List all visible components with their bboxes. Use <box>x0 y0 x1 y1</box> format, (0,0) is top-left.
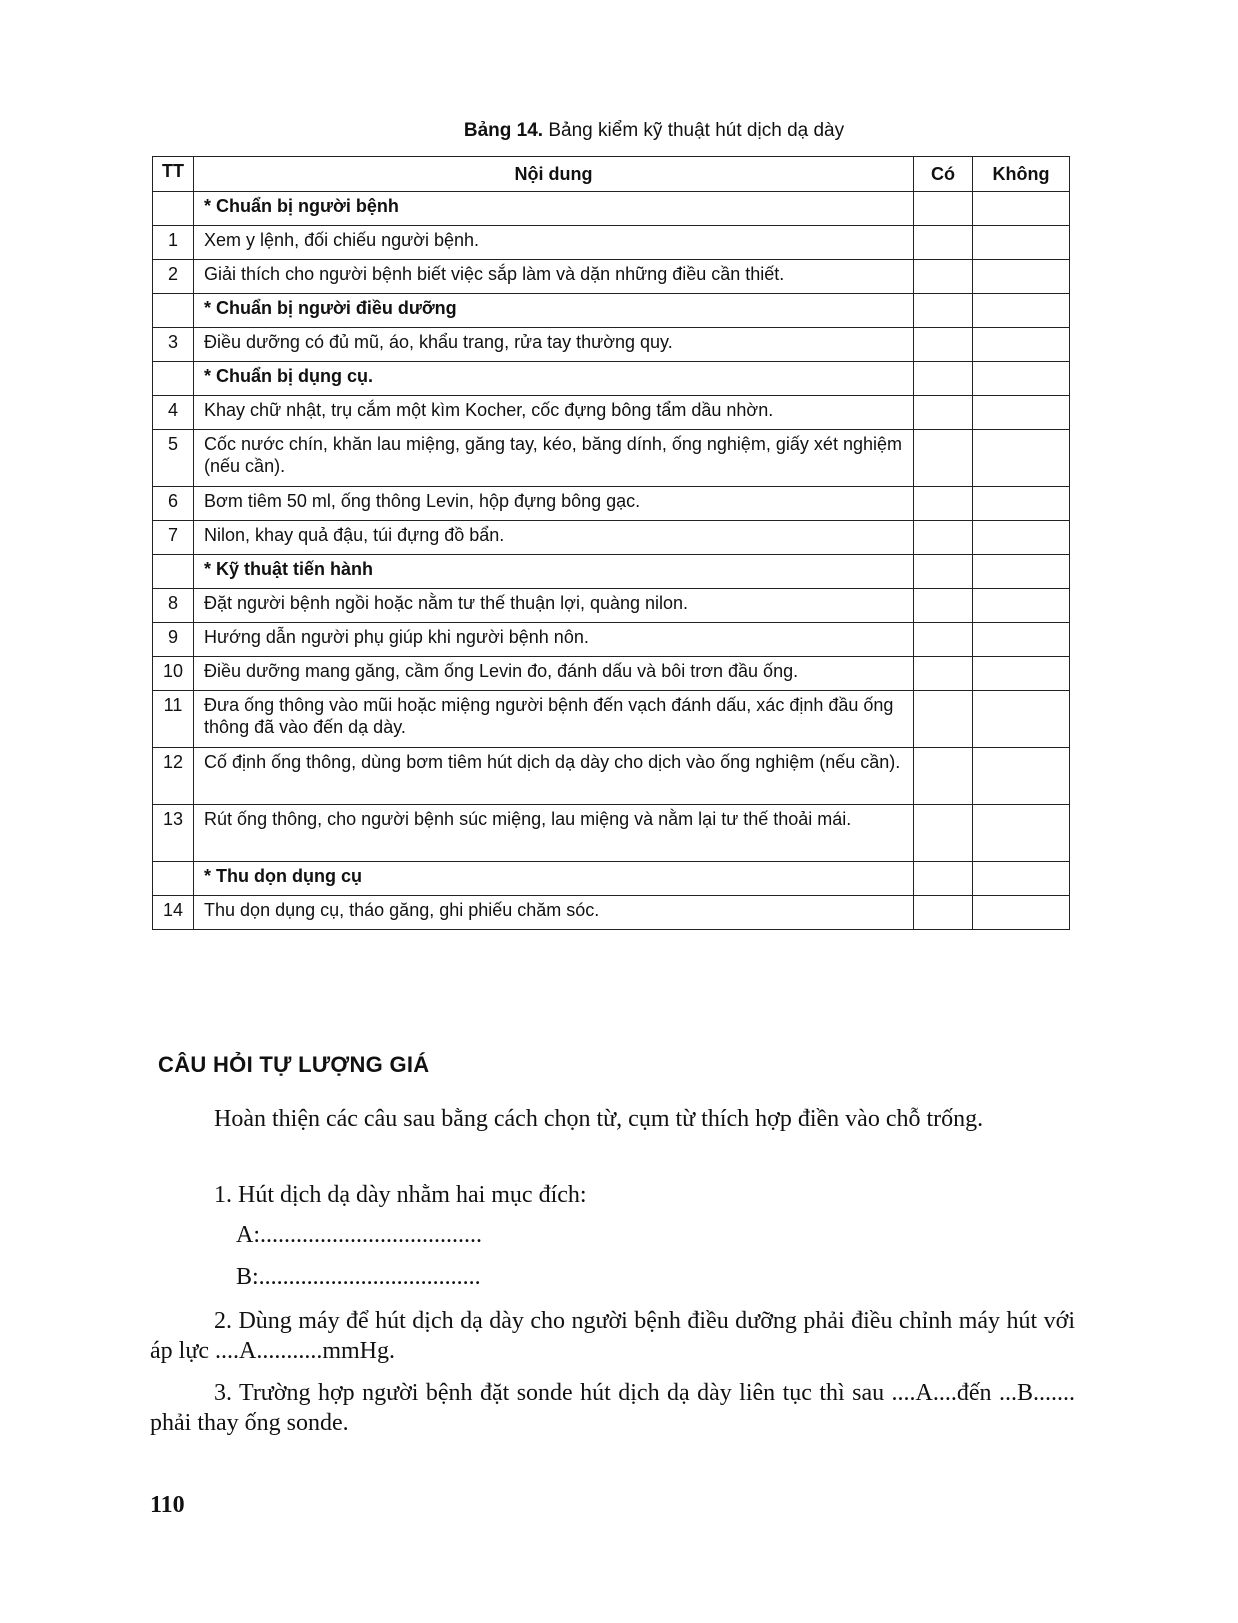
table-row <box>153 260 1070 294</box>
row-number: 1 <box>153 226 194 260</box>
no-checkbox-cell[interactable] <box>973 192 1070 226</box>
row-content: Cố định ống thông, dùng bơm tiêm hút dịch dạ dày cho dịch vào ống nghiệm (nếu cần). <box>194 748 914 805</box>
no-checkbox-cell[interactable] <box>973 862 1070 896</box>
yes-checkbox-cell[interactable] <box>914 691 973 748</box>
row-content: Hướng dẫn người phụ giúp khi người bệnh nôn. <box>194 623 914 657</box>
yes-checkbox-cell[interactable] <box>914 328 973 362</box>
section-row <box>153 192 1070 226</box>
section-title: CÂU HỎI TỰ LƯỢNG GIÁ <box>158 1052 430 1077</box>
row-content: Rút ống thông, cho người bệnh súc miệng, lau miệng và nằm lại tư thế thoải mái. <box>194 805 914 862</box>
row-number: 9 <box>153 623 194 657</box>
no-checkbox-cell[interactable] <box>973 589 1070 623</box>
table-row <box>153 589 1070 623</box>
no-checkbox-cell[interactable] <box>973 226 1070 260</box>
row-content: Xem y lệnh, đối chiếu người bệnh. <box>194 226 914 260</box>
row-number <box>153 862 194 896</box>
row-number: 4 <box>153 396 194 430</box>
row-number <box>153 294 194 328</box>
row-number: 3 <box>153 328 194 362</box>
yes-checkbox-cell[interactable] <box>914 192 973 226</box>
yes-checkbox-cell[interactable] <box>914 396 973 430</box>
row-number <box>153 362 194 396</box>
header-yes: Có <box>914 157 973 192</box>
row-number: 8 <box>153 589 194 623</box>
yes-checkbox-cell[interactable] <box>914 294 973 328</box>
row-number: 12 <box>153 748 194 805</box>
row-content: Nilon, khay quả đậu, túi đựng đồ bẩn. <box>194 521 914 555</box>
row-content: Đưa ống thông vào mũi hoặc miệng người bệnh đến vạch đánh dấu, xác định đầu ống thông đã vào đến dạ dày. <box>194 691 914 748</box>
table-body <box>153 192 1070 930</box>
table-row <box>153 805 1070 862</box>
table-caption-label: Bảng 14. <box>463 120 544 141</box>
row-content: Cốc nước chín, khăn lau miệng, găng tay, kéo, băng dính, ống nghiệm, giấy xét nghiệm (nếu cần). <box>194 430 914 487</box>
no-checkbox-cell[interactable] <box>973 896 1070 930</box>
question-3: 3. Trường hợp người bệnh đặt sonde hút dịch dạ dày liên tục thì sau ....A....đến ...B....... phải thay ống sonde. <box>150 1380 1075 1436</box>
row-content: Điều dưỡng mang găng, cầm ống Levin đo, đánh dấu và bôi trơn đầu ống. <box>194 657 914 691</box>
question-1: 1. Hút dịch dạ dày nhằm hai mục đích: <box>214 1182 587 1208</box>
yes-checkbox-cell[interactable] <box>914 226 973 260</box>
page-number: 110 <box>150 1492 185 1518</box>
no-checkbox-cell[interactable] <box>973 521 1070 555</box>
answer-1b: B:..................................... <box>236 1264 481 1290</box>
yes-checkbox-cell[interactable] <box>914 862 973 896</box>
row-content: Điều dưỡng có đủ mũ, áo, khẩu trang, rửa tay thường quy. <box>194 328 914 362</box>
table-row <box>153 748 1070 805</box>
section-heading: * Kỹ thuật tiến hành <box>194 555 914 589</box>
table-row <box>153 657 1070 691</box>
row-content: Thu dọn dụng cụ, tháo găng, ghi phiếu chăm sóc. <box>194 896 914 930</box>
yes-checkbox-cell[interactable] <box>914 555 973 589</box>
no-checkbox-cell[interactable] <box>973 396 1070 430</box>
row-number: 7 <box>153 521 194 555</box>
yes-checkbox-cell[interactable] <box>914 896 973 930</box>
table-row <box>153 328 1070 362</box>
table-row <box>153 396 1070 430</box>
yes-checkbox-cell[interactable] <box>914 521 973 555</box>
section-row <box>153 555 1070 589</box>
yes-checkbox-cell[interactable] <box>914 589 973 623</box>
yes-checkbox-cell[interactable] <box>914 362 973 396</box>
row-content: Bơm tiêm 50 ml, ống thông Levin, hộp đựng bông gạc. <box>194 487 914 521</box>
no-checkbox-cell[interactable] <box>973 748 1070 805</box>
no-checkbox-cell[interactable] <box>973 691 1070 748</box>
intro-paragraph: Hoàn thiện các câu sau bằng cách chọn từ, cụm từ thích hợp điền vào chỗ trống. <box>214 1106 984 1132</box>
no-checkbox-cell[interactable] <box>973 555 1070 589</box>
question-2: 2. Dùng máy để hút dịch dạ dày cho người bệnh điều dưỡng phải điều chỉnh máy hút với áp lực ....A...........mmHg. <box>150 1308 1075 1364</box>
answer-1a: A:..................................... <box>236 1222 482 1248</box>
yes-checkbox-cell[interactable] <box>914 657 973 691</box>
row-number <box>153 192 194 226</box>
yes-checkbox-cell[interactable] <box>914 487 973 521</box>
table-header-row <box>153 157 1070 192</box>
no-checkbox-cell[interactable] <box>973 623 1070 657</box>
row-number: 2 <box>153 260 194 294</box>
no-checkbox-cell[interactable] <box>973 294 1070 328</box>
yes-checkbox-cell[interactable] <box>914 748 973 805</box>
table-caption-text: Bảng kiểm kỹ thuật hút dịch dạ dày <box>548 120 845 141</box>
row-number: 14 <box>153 896 194 930</box>
no-checkbox-cell[interactable] <box>973 260 1070 294</box>
row-number: 13 <box>153 805 194 862</box>
table-row <box>153 896 1070 930</box>
table-row <box>153 430 1070 487</box>
section-row <box>153 362 1070 396</box>
table-row <box>153 226 1070 260</box>
no-checkbox-cell[interactable] <box>973 657 1070 691</box>
row-content: Đặt người bệnh ngồi hoặc nằm tư thế thuận lợi, quàng nilon. <box>194 589 914 623</box>
yes-checkbox-cell[interactable] <box>914 430 973 487</box>
row-number: 5 <box>153 430 194 487</box>
table-row <box>153 623 1070 657</box>
table-caption <box>0 120 1238 142</box>
row-content: Khay chữ nhật, trụ cắm một kìm Kocher, cốc đựng bông tẩm dầu nhờn. <box>194 396 914 430</box>
row-number: 11 <box>153 691 194 748</box>
checklist-table <box>152 156 1070 930</box>
section-heading: * Thu dọn dụng cụ <box>194 862 914 896</box>
yes-checkbox-cell[interactable] <box>914 623 973 657</box>
section-row <box>153 862 1070 896</box>
section-heading: * Chuẩn bị người điều dưỡng <box>194 294 914 328</box>
table-row <box>153 521 1070 555</box>
row-number: 6 <box>153 487 194 521</box>
no-checkbox-cell[interactable] <box>973 487 1070 521</box>
yes-checkbox-cell[interactable] <box>914 260 973 294</box>
no-checkbox-cell[interactable] <box>973 362 1070 396</box>
table-row <box>153 691 1070 748</box>
no-checkbox-cell[interactable] <box>973 430 1070 487</box>
table-row <box>153 487 1070 521</box>
header-tt: TT <box>153 157 194 192</box>
row-content: Giải thích cho người bệnh biết việc sắp làm và dặn những điều cần thiết. <box>194 260 914 294</box>
no-checkbox-cell[interactable] <box>973 805 1070 862</box>
yes-checkbox-cell[interactable] <box>914 805 973 862</box>
header-content: Nội dung <box>194 157 914 192</box>
row-number <box>153 555 194 589</box>
header-no: Không <box>973 157 1070 192</box>
no-checkbox-cell[interactable] <box>973 328 1070 362</box>
row-number: 10 <box>153 657 194 691</box>
section-row <box>153 294 1070 328</box>
section-heading: * Chuẩn bị dụng cụ. <box>194 362 914 396</box>
section-heading: * Chuẩn bị người bệnh <box>194 192 914 226</box>
